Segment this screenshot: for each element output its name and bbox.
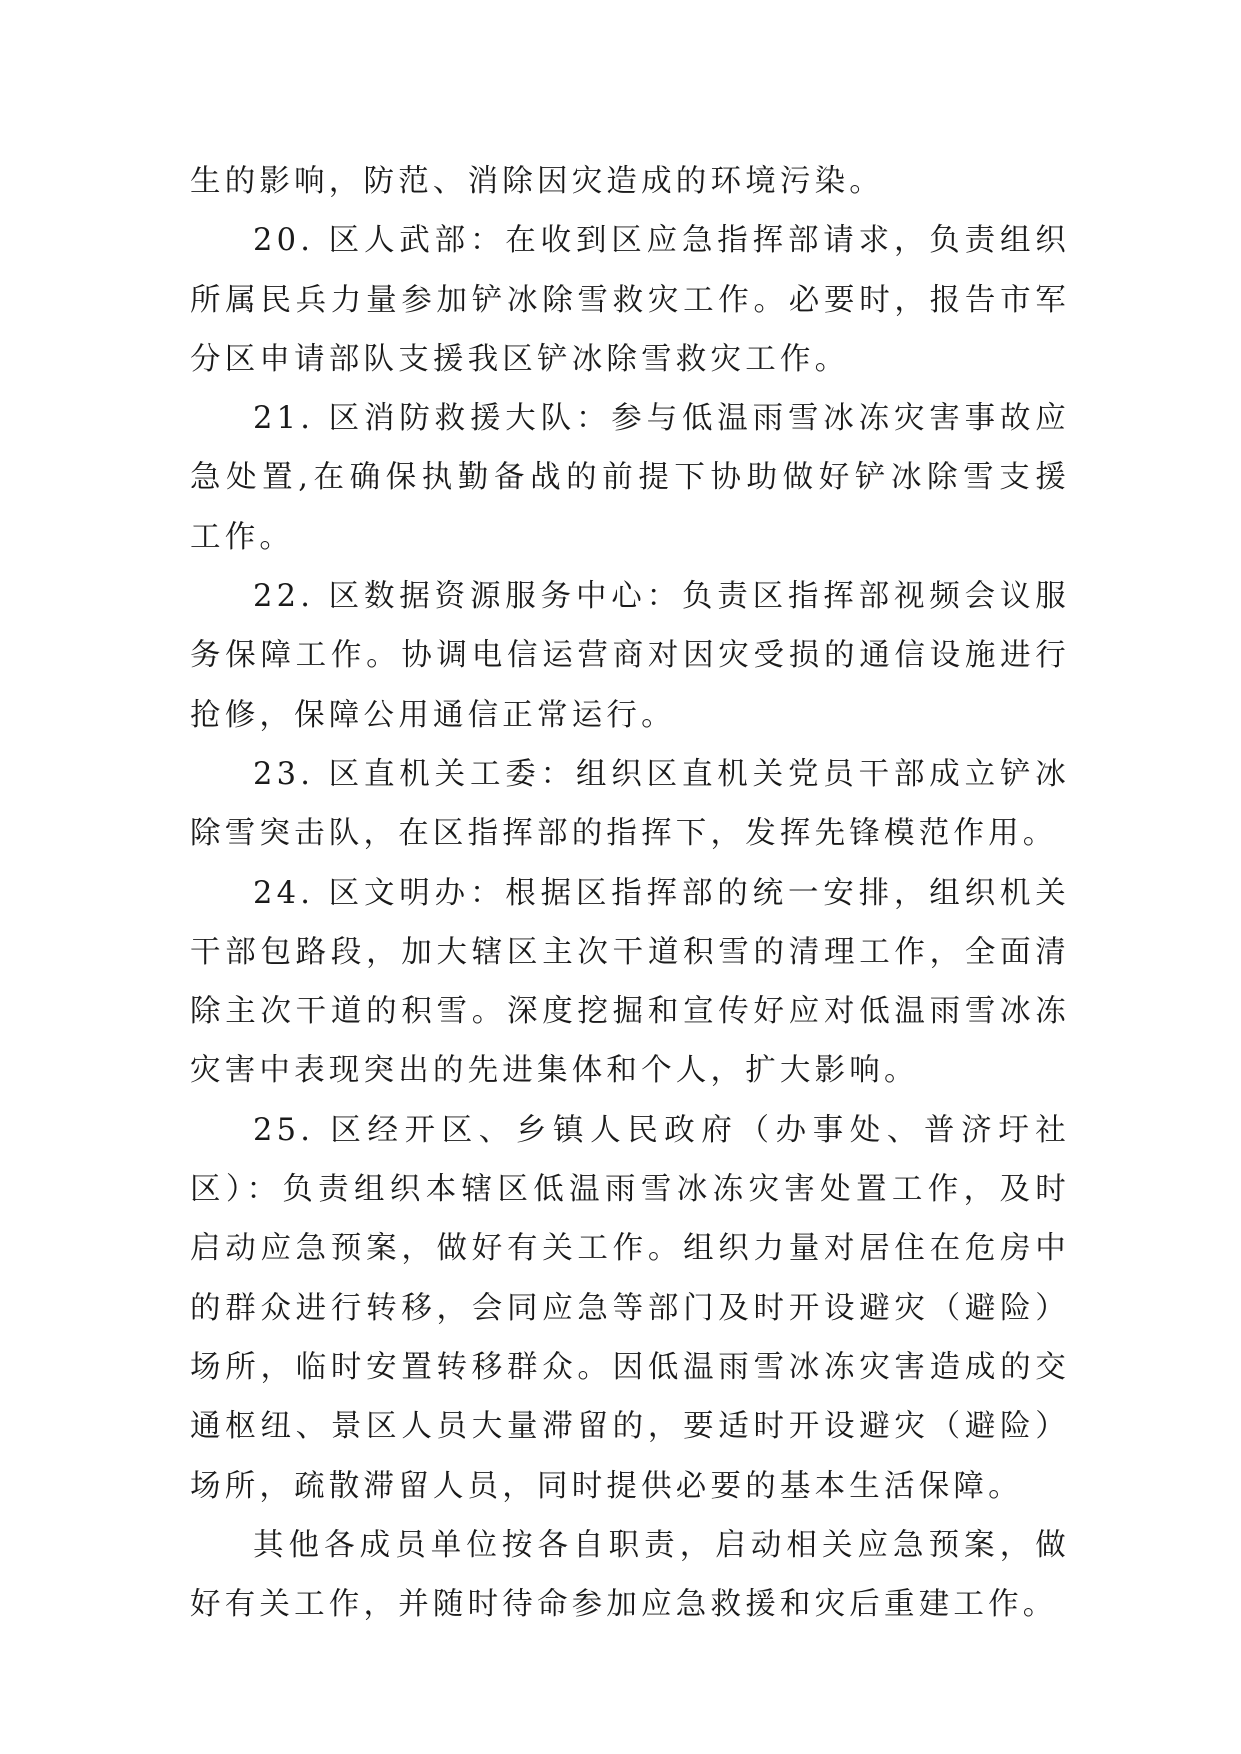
paragraph-item-21: 21. 区消防救援大队：参与低温雨雪冰冻灾害事故应急处置,在确保执勤备战的前提下协助做好铲冰除雪支援工作。: [190, 401, 1070, 555]
paragraph-item-24: 24. 区文明办：根据区指挥部的统一安排，组织机关干部包路段，加大辖区主次干道积雪的清理工作，全面清除主次干道的积雪。深度挖掘和宣传好应对低温雨雪冰冻灾害中表现突出的先进集体和个人，扩大影响。: [190, 875, 1070, 1089]
paragraph-item-23: 23. 区直机关工委：组织区直机关党员干部成立铲冰除雪突击队，在区指挥部的指挥下，发挥先锋模范作用。: [190, 756, 1070, 852]
paragraph-other-units: 其他各成员单位按各自职责，启动相关应急预案，做好有关工作，并随时待命参加应急救援和灾后重建工作。: [190, 1527, 1070, 1623]
paragraph-item-22: 22. 区数据资源服务中心：负责区指挥部视频会议服务保障工作。协调电信运营商对因灾受损的通信设施进行抢修，保障公用通信正常运行。: [190, 579, 1070, 733]
paragraph-item-20: 20. 区人武部：在收到区应急指挥部请求，负责组织所属民兵力量参加铲冰除雪救灾工作。必要时，报告市军分区申请部队支援我区铲冰除雪救灾工作。: [190, 223, 1070, 377]
paragraph-continuation: 生的影响，防范、消除因灾造成的环境污染。: [190, 164, 884, 199]
paragraph-item-25: 25. 区经开区、乡镇人民政府（办事处、普济圩社区）：负责组织本辖区低温雨雪冰冻灾害处置工作，及时启动应急预案，做好有关工作。组织力量对居住在危房中的群众进行转移，会同应急等部门及时开设避灾（避险）场所，临时安置转移群众。因低温雨雪冰冻灾害造成的交通枢纽、景区人员大量滞留的，要适时开设避灾（避险）场所，疏散滞留人员，同时提供必要的基本生活保障。: [190, 1112, 1070, 1504]
document-body: [190, 152, 1070, 1634]
